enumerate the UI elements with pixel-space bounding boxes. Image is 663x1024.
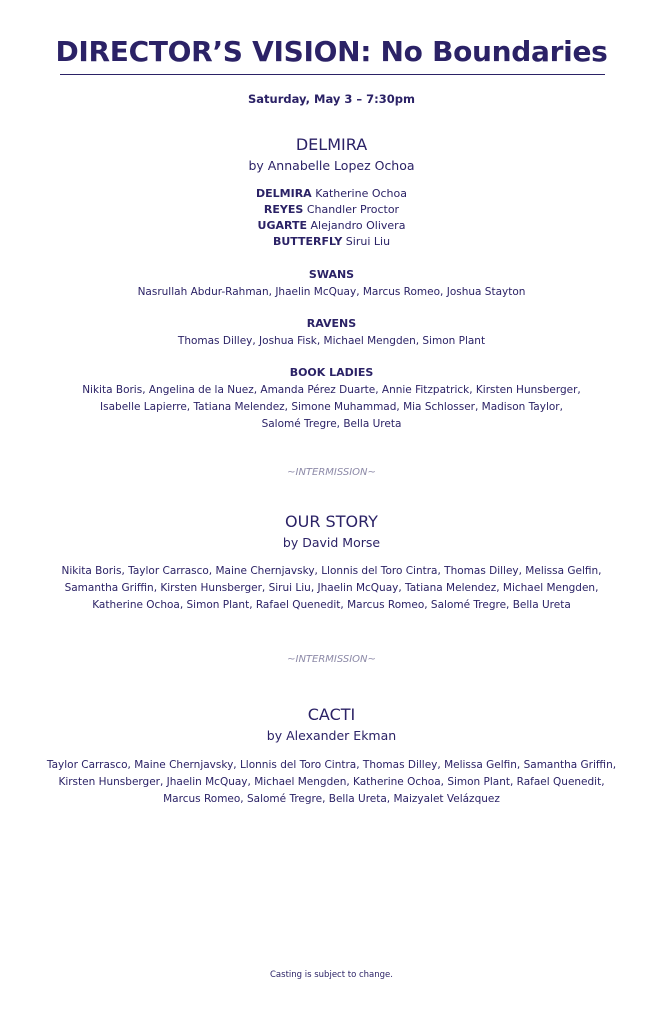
names-line: Nikita Boris, Angelina de la Nuez, Amanda Pérez Duarte, Annie Fitzpatrick, Kirsten Hunsberger, bbox=[82, 384, 581, 396]
names-line: Kirsten Hunsberger, Jhaelin McQuay, Michael Mengden, Katherine Ochoa, Simon Plant, Rafael Quenedit, bbox=[58, 776, 605, 788]
names-line: Nikita Boris, Taylor Carrasco, Maine Chernjavsky, Llonnis del Toro Cintra, Thomas Dilley, Melissa Gelfin, bbox=[61, 565, 602, 577]
choreographer-cacti: by Alexander Ekman bbox=[266, 728, 397, 743]
names-line: Nasrullah Abdur-Rahman, Jhaelin McQuay, Marcus Romeo, Joshua Stayton bbox=[137, 286, 526, 298]
performance-date: Saturday, May 3 – 7:30pm bbox=[248, 92, 415, 106]
names-line: Thomas Dilley, Joshua Fisk, Michael Mengden, Simon Plant bbox=[177, 335, 486, 347]
role-name: UGARTE bbox=[257, 219, 308, 232]
cast-names-our-story bbox=[40, 563, 623, 614]
names-line: Samantha Griffin, Kirsten Hunsberger, Sirui Liu, Jhaelin McQuay, Tatiana Melendez, Michael Mengden, bbox=[64, 582, 599, 594]
group-names-ravens bbox=[40, 333, 623, 350]
role-dancer: Chandler Proctor bbox=[306, 203, 400, 216]
role-name: DELMIRA bbox=[256, 187, 312, 200]
names-line: Katherine Ochoa, Simon Plant, Rafael Quenedit, Marcus Romeo, Salomé Tregre, Bella Ureta bbox=[92, 599, 571, 611]
work-title-cacti: CACTI bbox=[307, 705, 356, 724]
group-label-swans: SWANS bbox=[308, 268, 355, 281]
group-label-ravens: RAVENS bbox=[306, 317, 357, 330]
role-line bbox=[0, 202, 663, 218]
group-names-swans bbox=[40, 284, 623, 301]
work-title-our-story: OUR STORY bbox=[285, 512, 378, 531]
work-title-delmira: DELMIRA bbox=[295, 135, 368, 154]
names-line: Taylor Carrasco, Maine Chernjavsky, Llonnis del Toro Cintra, Thomas Dilley, Melissa Gelfin, Samantha Griffin, bbox=[46, 759, 617, 771]
names-line: Marcus Romeo, Salomé Tregre, Bella Ureta, Maizyalet Velázquez bbox=[163, 793, 500, 805]
role-dancer: Alejandro Olivera bbox=[310, 219, 406, 232]
page-title: DIRECTOR’S VISION: No Boundaries bbox=[55, 35, 608, 68]
role-name: REYES bbox=[263, 203, 304, 216]
group-label-book-ladies: BOOK LADIES bbox=[289, 366, 374, 379]
names-line: Salomé Tregre, Bella Ureta bbox=[261, 418, 402, 430]
group-names-book-ladies bbox=[40, 382, 623, 433]
title-rule bbox=[60, 74, 605, 75]
role-dancer: Katherine Ochoa bbox=[315, 187, 407, 200]
choreographer-our-story: by David Morse bbox=[282, 535, 381, 550]
role-name: BUTTERFLY bbox=[272, 235, 343, 248]
role-line bbox=[0, 186, 663, 202]
cast-names-cacti bbox=[40, 757, 623, 808]
principal-roles bbox=[0, 186, 663, 250]
choreographer-delmira: by Annabelle Lopez Ochoa bbox=[248, 158, 415, 173]
names-line: Isabelle Lapierre, Tatiana Melendez, Simone Muhammad, Mia Schlosser, Madison Taylor, bbox=[100, 401, 563, 413]
role-line bbox=[0, 218, 663, 234]
intermission-2: ~INTERMISSION~ bbox=[287, 654, 376, 665]
intermission-1: ~INTERMISSION~ bbox=[287, 467, 376, 478]
role-line bbox=[0, 234, 663, 250]
role-dancer: Sirui Liu bbox=[345, 235, 391, 248]
casting-note: Casting is subject to change. bbox=[270, 970, 393, 980]
